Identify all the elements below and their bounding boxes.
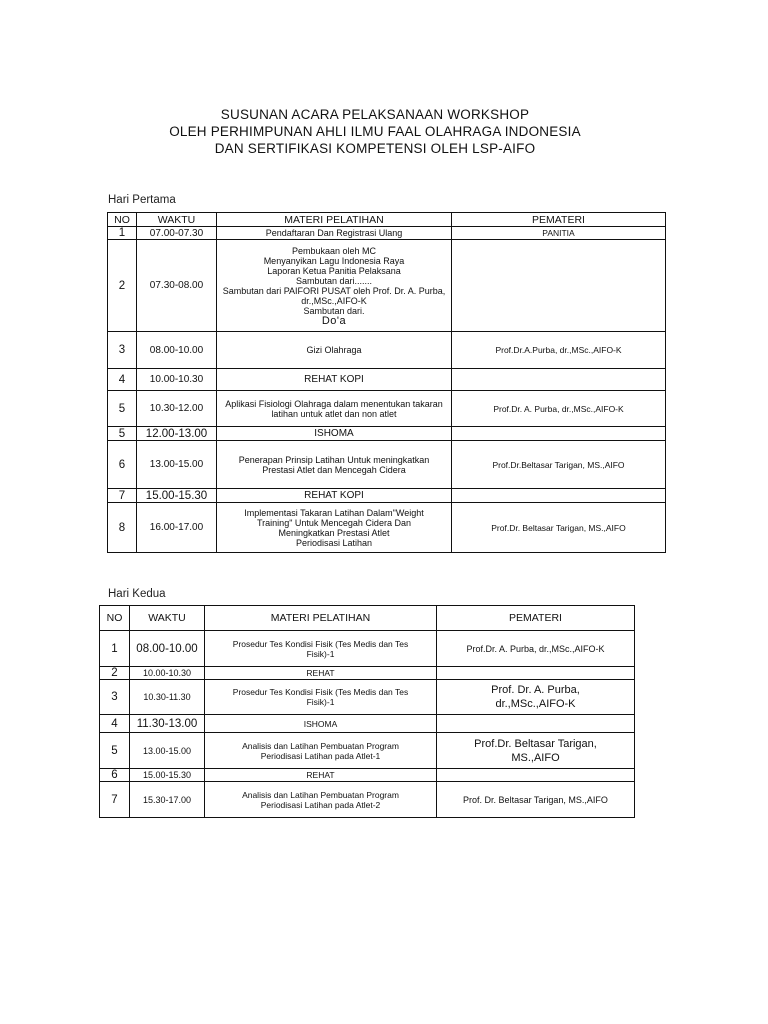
materi-line: Laporan Ketua Panitia Pelaksana <box>267 265 401 276</box>
materi-line: latihan untuk atlet dan non atlet <box>271 408 397 419</box>
table-row <box>100 631 635 667</box>
materi-line: Analisis dan Latihan Pembuatan Program <box>242 740 399 751</box>
day2-schedule-table <box>99 605 635 818</box>
row-materi <box>217 503 452 553</box>
row-number: 3 <box>100 680 130 715</box>
row-materi <box>205 769 437 782</box>
row-materi <box>217 332 452 369</box>
table-row <box>100 667 635 680</box>
row-pemateri: Prof.Dr. Beltasar Tarigan, MS.,AIFO <box>452 503 666 553</box>
table-row <box>100 733 635 769</box>
table-row <box>108 489 666 503</box>
row-number: 2 <box>108 240 137 332</box>
materi-line: Sambutan dari....... <box>295 275 373 286</box>
materi-line: REHAT KOPI <box>304 373 364 385</box>
table-row <box>108 332 666 369</box>
table-row <box>108 240 666 332</box>
row-time: 13.00-15.00 <box>137 441 217 489</box>
day2-label: Hari Kedua <box>108 588 166 600</box>
materi-line: Prosedur Tes Kondisi Fisik (Tes Medis dan Tes <box>232 687 409 697</box>
pemateri-line: Prof.Dr. A. Purba, dr.,MSc.,AIFO-K <box>466 643 605 654</box>
materi-line: Periodisasi Latihan <box>295 537 373 548</box>
table-row <box>108 441 666 489</box>
row-time: 10.30-12.00 <box>137 391 217 427</box>
row-materi <box>205 715 437 733</box>
row-pemateri <box>452 489 666 503</box>
row-materi <box>205 667 437 680</box>
materi-line: Fisik)-1 <box>306 697 335 707</box>
row-time: 15.00-15.30 <box>137 489 217 503</box>
materi-line: Pendaftaran Dan Registrasi Ulang <box>265 228 403 238</box>
row-number: 2 <box>100 667 130 680</box>
materi-line: Do'a <box>321 314 347 327</box>
table-header-row <box>108 213 666 227</box>
row-time: 11.30-13.00 <box>130 715 205 733</box>
row-pemateri <box>437 769 635 782</box>
row-time: 15.30-17.00 <box>130 782 205 818</box>
row-pemateri <box>437 782 635 818</box>
row-number: 4 <box>100 715 130 733</box>
row-time: 08.00-10.00 <box>137 332 217 369</box>
row-time: 07.30-08.00 <box>137 240 217 332</box>
row-pemateri: Prof.Dr. A. Purba, dr.,MSc.,AIFO-K <box>452 391 666 427</box>
row-pemateri <box>437 667 635 680</box>
row-materi <box>205 733 437 769</box>
row-pemateri: Prof.Dr.A.Purba, dr.,MSc.,AIFO-K <box>452 332 666 369</box>
row-time: 16.00-17.00 <box>137 503 217 553</box>
title-line-3: DAN SERTIFIKASI KOMPETENSI OLEH LSP-AIFO <box>214 141 536 156</box>
row-materi <box>217 489 452 503</box>
row-number: 6 <box>100 769 130 782</box>
row-number: 1 <box>108 227 137 240</box>
header-materi: MATERI PELATIHAN <box>205 606 437 631</box>
pemateri-line: dr.,MSc.,AIFO-K <box>495 698 576 710</box>
row-number: 6 <box>108 441 137 489</box>
materi-line: Fisik)-1 <box>306 648 335 659</box>
row-time: 07.00-07.30 <box>137 227 217 240</box>
materi-line: Aplikasi Fisiologi Olahraga dalam menentukan takaran <box>225 398 443 409</box>
header-pemateri: PEMATERI <box>437 606 635 631</box>
materi-line: ISHOMA <box>314 427 354 439</box>
materi-line: Sambutan dari. <box>303 305 365 316</box>
table-row <box>100 782 635 818</box>
header-no: NO <box>100 606 130 631</box>
row-number: 4 <box>108 369 137 391</box>
header-waktu: WAKTU <box>137 213 217 227</box>
row-number: 5 <box>108 427 137 441</box>
row-pemateri <box>437 631 635 667</box>
row-pemateri <box>437 733 635 769</box>
row-number: 5 <box>100 733 130 769</box>
table-row <box>108 427 666 441</box>
pemateri-line: Prof. Dr. A. Purba, <box>491 684 580 696</box>
table-row <box>100 680 635 715</box>
header-materi: MATERI PELATIHAN <box>217 213 452 227</box>
pemateri-line: Prof.Dr. Beltasar Tarigan, <box>474 737 597 750</box>
materi-line: Meningkatkan Prestasi Atlet <box>278 527 390 538</box>
materi-line: Prosedur Tes Kondisi Fisik (Tes Medis dan Tes <box>232 638 409 649</box>
row-pemateri <box>437 680 635 715</box>
row-number: 3 <box>108 332 137 369</box>
row-materi <box>217 441 452 489</box>
day1-schedule-table <box>107 212 666 553</box>
header-no: NO <box>108 213 137 227</box>
pemateri-line: MS.,AIFO <box>511 751 560 764</box>
row-pemateri: Prof.Dr.Beltasar Tarigan, MS.,AIFO <box>452 441 666 489</box>
row-pemateri <box>452 240 666 332</box>
row-pemateri: PANITIA <box>452 227 666 240</box>
table-row <box>108 227 666 240</box>
header-waktu: WAKTU <box>130 606 205 631</box>
row-time: 10.00-10.30 <box>130 667 205 680</box>
materi-line: Prestasi Atlet dan Mencegah Cidera <box>262 464 406 475</box>
row-materi <box>217 391 452 427</box>
table-row <box>108 391 666 427</box>
row-time: 08.00-10.00 <box>130 631 205 667</box>
materi-line: Penerapan Prinsip Latihan Untuk meningkatkan <box>238 454 430 465</box>
materi-line: REHAT <box>306 668 335 678</box>
materi-line: Implementasi Takaran Latihan Dalam"Weight <box>244 507 424 518</box>
row-materi <box>217 227 452 240</box>
header-pemateri: PEMATERI <box>452 213 666 227</box>
materi-line: REHAT <box>306 770 335 780</box>
row-materi <box>205 782 437 818</box>
materi-line: Gizi Olahraga <box>306 345 362 355</box>
table-header-row <box>100 606 635 631</box>
row-time: 10.30-11.30 <box>130 680 205 715</box>
row-materi <box>205 631 437 667</box>
materi-line: ISHOMA <box>303 718 338 729</box>
row-number: 8 <box>108 503 137 553</box>
table-row <box>108 369 666 391</box>
materi-line: Training" Untuk Mencegah Cidera Dan <box>257 517 411 528</box>
row-materi <box>205 680 437 715</box>
materi-line: Periodisasi Latihan pada Atlet-1 <box>260 750 381 761</box>
row-time: 15.00-15.30 <box>130 769 205 782</box>
materi-line: Analisis dan Latihan Pembuatan Program <box>242 789 399 800</box>
materi-line: Menyanyikan Lagu Indonesia Raya <box>263 255 405 266</box>
row-pemateri <box>437 715 635 733</box>
row-pemateri <box>452 369 666 391</box>
row-materi <box>217 240 452 332</box>
table-row <box>100 769 635 782</box>
materi-line: Sambutan dari PAIFORI PUSAT oleh Prof. Dr. A. Purba, dr.,MSc.,AIFO-K <box>222 285 446 306</box>
row-number: 1 <box>100 631 130 667</box>
row-pemateri <box>452 427 666 441</box>
materi-line: Pembukaan oleh MC <box>291 245 377 256</box>
document-title <box>140 106 610 157</box>
title-line-2: OLEH PERHIMPUNAN AHLI ILMU FAAL OLAHRAGA INDONESIA <box>169 124 581 139</box>
row-materi <box>217 427 452 441</box>
materi-line: REHAT KOPI <box>304 489 364 501</box>
day1-label: Hari Pertama <box>108 194 176 206</box>
row-number: 7 <box>100 782 130 818</box>
materi-line: Periodisasi Latihan pada Atlet-2 <box>260 799 381 810</box>
row-number: 7 <box>108 489 137 503</box>
row-time: 13.00-15.00 <box>130 733 205 769</box>
title-line-1: SUSUNAN ACARA PELAKSANAAN WORKSHOP <box>220 107 530 122</box>
row-materi <box>217 369 452 391</box>
table-row <box>100 715 635 733</box>
row-time: 12.00-13.00 <box>137 427 217 441</box>
pemateri-line: Prof. Dr. Beltasar Tarigan, MS.,AIFO <box>463 794 608 805</box>
row-number: 5 <box>108 391 137 427</box>
table-row <box>108 503 666 553</box>
row-time: 10.00-10.30 <box>137 369 217 391</box>
